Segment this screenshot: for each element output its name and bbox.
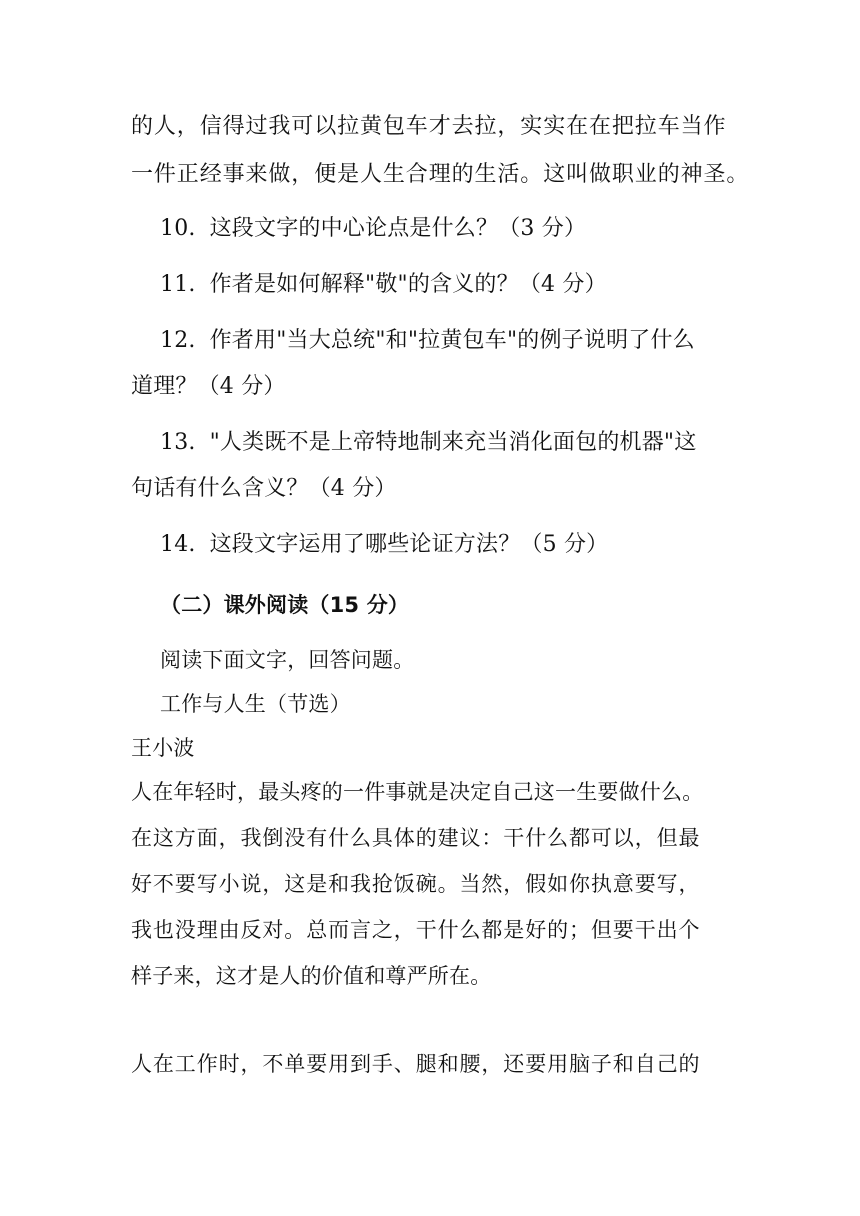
section-heading: （二）课外阅读（15 分） — [160, 593, 410, 617]
question-number: 12. — [160, 328, 196, 353]
question-number: 11. — [160, 272, 196, 297]
question-10 — [160, 214, 586, 244]
question-14 — [160, 530, 608, 560]
question-text: 作者用"当大总统"和"拉黄包车"的例子说明了什么 — [209, 328, 695, 353]
paragraph-1-line-5: 样子来，这才是人的价值和尊严所在。 — [131, 964, 492, 988]
article-title: 工作与人生（节选） — [160, 692, 351, 716]
question-number: 13. — [160, 430, 196, 455]
question-text: "人类既不是上帝特地制来充当消化面包的机器"这 — [209, 430, 697, 455]
question-11 — [160, 270, 607, 300]
question-text: 作者是如何解释"敬"的含义的？（4 分） — [209, 272, 607, 297]
question-13 — [160, 428, 696, 458]
section-instruction: 阅读下面文字，回答问题。 — [160, 648, 415, 672]
question-number: 10. — [160, 216, 196, 241]
paragraph-1-line-4: 我也没理由反对。总而言之，干什么都是好的；但要干出个 — [131, 918, 701, 942]
paragraph-1-line-1: 人在年轻时，最头疼的一件事就是决定自己这一生要做什么。 — [131, 780, 704, 804]
paragraph-1-line-3: 好不要写小说，这是和我抢饭碗。当然，假如你执意要写， — [131, 872, 701, 896]
question-number: 14. — [160, 532, 196, 557]
passage-line-1: 的人，信得过我可以拉黄包车才去拉，实实在在把拉车当作 — [131, 114, 727, 139]
question-12 — [160, 326, 695, 356]
paragraph-2-line-1: 人在工作时，不单要用到手、腿和腰，还要用脑子和自己的 — [131, 1052, 701, 1076]
question-text: 这段文字的中心论点是什么？（3 分） — [209, 216, 587, 241]
passage-line-2: 一件正经事来做，便是人生合理的生活。这叫做职业的神圣。 — [131, 162, 750, 187]
question-13-continuation: 句话有什么含义？（4 分） — [131, 476, 397, 501]
question-12-continuation: 道理？（4 分） — [131, 374, 286, 399]
article-author: 王小波 — [131, 736, 195, 760]
paragraph-1-line-2: 在这方面，我倒没有什么具体的建议：干什么都可以，但最 — [131, 826, 701, 850]
question-text: 这段文字运用了哪些论证方法？（5 分） — [209, 532, 609, 557]
